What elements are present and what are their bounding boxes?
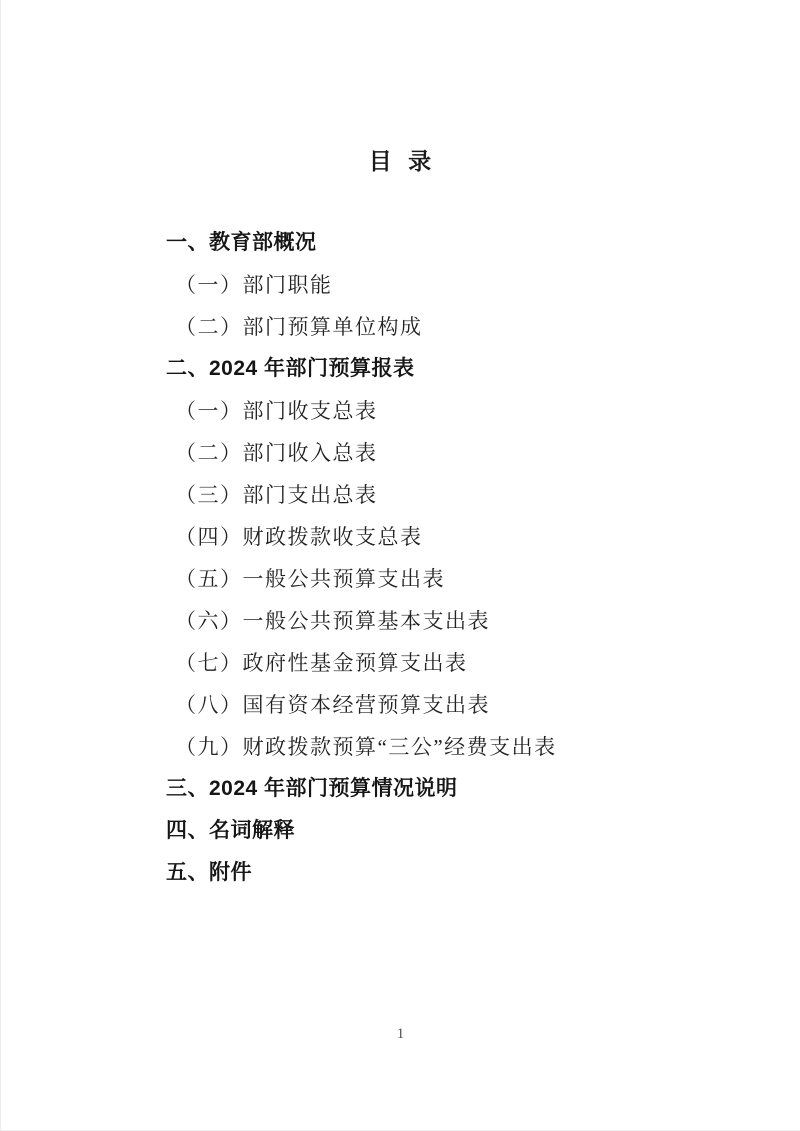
toc-heading: 五、附件 bbox=[166, 861, 252, 884]
toc-subitem: （五）一般公共预算支出表 bbox=[175, 567, 445, 591]
toc-subitem: （四）财政拨款收支总表 bbox=[175, 525, 423, 549]
toc-subitem: （二）部门预算单位构成 bbox=[175, 315, 423, 339]
toc-subitem: （八）国有资本经营预算支出表 bbox=[175, 693, 490, 717]
toc-heading: 二、2024 年部门预算报表 bbox=[166, 357, 415, 380]
page-title: 目 录 bbox=[368, 148, 433, 174]
toc-subitem: （三）部门支出总表 bbox=[175, 483, 378, 507]
toc-subitem: （七）政府性基金预算支出表 bbox=[175, 651, 468, 675]
toc-subitem: （九）财政拨款预算“三公”经费支出表 bbox=[175, 735, 557, 759]
toc-heading: 一、教育部概况 bbox=[166, 231, 317, 254]
toc-subitem: （六）一般公共预算基本支出表 bbox=[175, 609, 490, 633]
toc-list bbox=[1, 222, 800, 894]
page-number: 1 bbox=[396, 1026, 405, 1042]
toc-heading: 四、名词解释 bbox=[166, 819, 295, 842]
toc-heading: 三、2024 年部门预算情况说明 bbox=[166, 777, 458, 800]
toc-subitem: （二）部门收入总表 bbox=[175, 441, 378, 465]
toc-subitem: （一）部门收支总表 bbox=[175, 399, 378, 423]
toc-subitem: （一）部门职能 bbox=[175, 273, 333, 297]
